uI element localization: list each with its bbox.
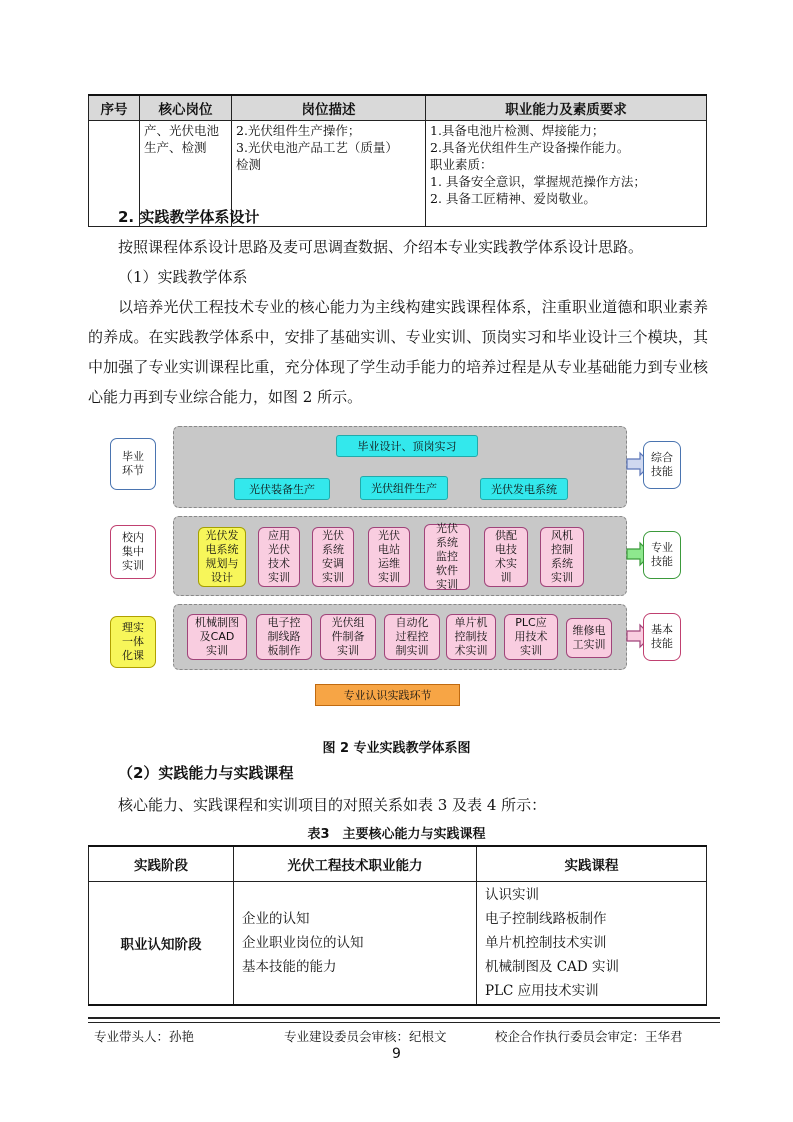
course-item: 机械制图及 CAD 实训 <box>485 959 619 975</box>
label-comprehensive-skill: 综合 技能 <box>643 441 681 489</box>
col-header-stage: 实践阶段 <box>89 846 234 882</box>
mid-item: 供配 电技 术实 训 <box>484 527 528 587</box>
section-heading: 2. 实践教学体系设计 <box>118 208 260 226</box>
bottom-item: 自动化 过程控 制实训 <box>384 614 440 660</box>
mid-item: 光伏 系统 监控 软件 实训 <box>424 524 470 590</box>
bottom-item: 光伏组 件制备 实训 <box>320 614 376 660</box>
course-item: 单片机控制技术实训 <box>485 935 607 951</box>
table-header-row <box>89 846 707 882</box>
figure-caption: 图 2 专业实践教学体系图 <box>322 741 471 756</box>
intro-text: 按照课程体系设计思路及麦可思调查数据、介绍本专业实践教学体系设计思路。 <box>118 238 644 256</box>
footer-school: 校企合作执行委员会审定：王华君 <box>495 1029 683 1044</box>
col-header-post: 核心岗位 <box>140 95 232 121</box>
ability-item: 企业职业岗位的认知 <box>242 935 364 951</box>
ability-item: 基本技能的能力 <box>242 959 337 975</box>
desc-line: 3.光伏电池产品工艺（质量） <box>236 140 398 155</box>
label-graduation-stage: 毕业 环节 <box>110 438 156 490</box>
footer-leader: 专业带头人：孙艳 <box>94 1029 195 1044</box>
bottom-item: PLC应 用技术 实训 <box>504 614 558 660</box>
label-basic-skill: 基本 技能 <box>643 613 681 661</box>
col-header-desc: 岗位描述 <box>232 95 426 121</box>
table-intro-paragraph <box>88 790 708 820</box>
bottom-item: 机械制图 及CAD 实训 <box>187 614 247 660</box>
mid-item: 光伏 系统 安调 实训 <box>312 527 354 587</box>
para1-text: 以培养光伏工程技术专业的核心能力为主线构建实践课程体系，注重职业道德和职业素养的养成。在实践教学体系中，安排了基础实训、专业实训、顶岗实习和毕业设计三个模块，其中加强了专业实训课程比重，充分体现了学生动手能力的培养过程是从专业基础能力到专业核心能力再到专业综合能力，如图 2 所示。 <box>88 298 708 406</box>
body-paragraph <box>88 292 708 412</box>
desc-line: 检测 <box>236 157 262 172</box>
sub-heading-1 <box>88 262 708 292</box>
page-number: 9 <box>392 1046 401 1062</box>
bottom-item: 单片机 控制技 术实训 <box>446 614 496 660</box>
post-line: 生产、检测 <box>144 140 207 155</box>
label-centralized-training: 校内 集中 实训 <box>110 525 156 579</box>
post-line: 产、光伏电池 <box>144 123 220 138</box>
mid-item: 光伏 电站 运维 实训 <box>368 527 410 587</box>
sub1-text: （1）实践教学体系 <box>118 268 248 286</box>
intro-paragraph <box>88 232 708 262</box>
mid-item: 风机 控制 系统 实训 <box>540 527 584 587</box>
mid-item: 应用 光伏 技术 实训 <box>258 527 300 587</box>
bottom-item: 维修电 工实训 <box>566 618 612 658</box>
col-header-req: 职业能力及素质要求 <box>426 95 707 121</box>
footer-rule-thick <box>88 1017 720 1019</box>
top-item: 光伏发电系统 <box>480 478 568 500</box>
mid-item: 光伏发 电系统 规划与 设计 <box>198 527 246 587</box>
course-item: 认识实训 <box>485 887 539 903</box>
footer-committee: 专业建设委员会审核：纪根文 <box>284 1029 447 1044</box>
col-header-seq: 序号 <box>89 95 140 121</box>
core-ability-table <box>88 845 707 1006</box>
bottom-item: 电子控 制线路 板制作 <box>256 614 312 660</box>
course-item: 电子控制线路板制作 <box>485 911 607 927</box>
label-professional-skill: 专业 技能 <box>643 531 681 579</box>
cell-courses <box>477 882 707 1006</box>
desc-line: 2.光伏组件生产操作； <box>236 123 361 138</box>
table3-title: 表3 主要核心能力与实践课程 <box>307 827 486 842</box>
col-header-ability: 光伏工程技术职业能力 <box>234 846 477 882</box>
table-row <box>89 882 707 1006</box>
cell-stage: 职业认知阶段 <box>89 882 234 1006</box>
top-item: 光伏组件生产 <box>360 476 448 500</box>
sub-heading-2: （2）实践能力与实践课程 <box>118 764 294 782</box>
top-item: 光伏装备生产 <box>234 478 330 500</box>
req-line: 2.具备光伏组件生产设备操作能力。 <box>430 140 630 155</box>
label-integrated-course: 理实 一体 化课 <box>110 616 156 668</box>
base-practice-bar: 专业认识实践环节 <box>315 684 460 706</box>
top-title-box: 毕业设计、顶岗实习 <box>336 435 478 457</box>
cell-abilities <box>234 882 477 1006</box>
cell-req <box>426 121 707 227</box>
course-item: PLC 应用技术实训 <box>485 983 599 999</box>
ability-item: 企业的认知 <box>242 911 310 927</box>
cell-desc <box>232 121 426 227</box>
col-header-course: 实践课程 <box>477 846 707 882</box>
para2-text: 核心能力、实践课程和实训项目的对照关系如表 3 及表 4 所示： <box>118 796 547 814</box>
req-line: 1.具备电池片检测、焊接能力； <box>430 123 605 138</box>
req-line: 1. 具备安全意识，掌握规范操作方法； <box>430 174 646 189</box>
table-header-row <box>89 95 707 121</box>
req-line: 职业素质： <box>430 157 493 172</box>
req-line: 2. 具备工匠精神、爱岗敬业。 <box>430 191 596 206</box>
footer-rule-thin <box>88 1022 720 1023</box>
